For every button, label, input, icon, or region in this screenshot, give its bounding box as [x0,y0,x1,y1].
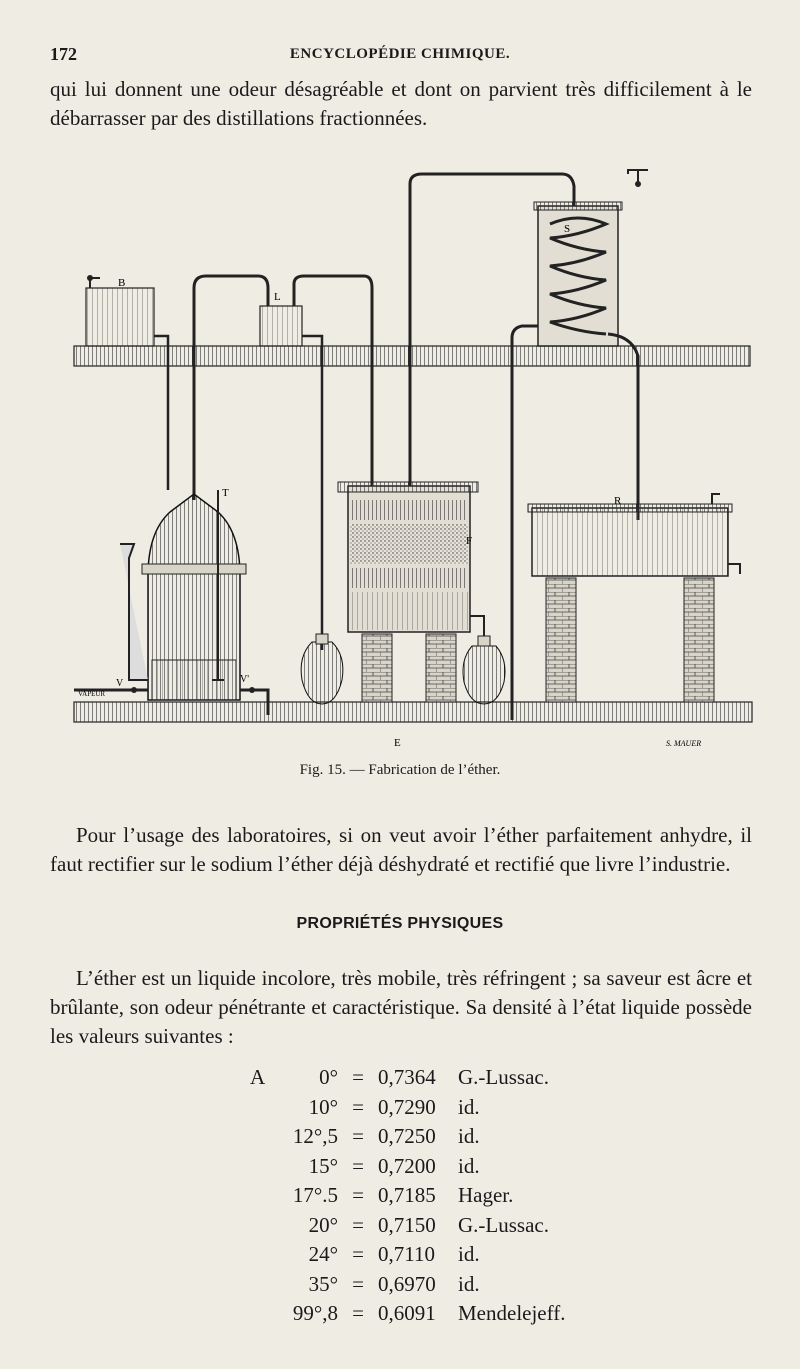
author: id. [458,1094,480,1119]
page-header [50,44,750,70]
author: id. [458,1271,480,1296]
paragraph-properties: L’éther est un liquide incolore, très mobile, très réfringent ; sa saveur est âcre et brûlante, son odeur pénétrante et caractéristique. Sa densité à l’état liquide possède les valeurs suivantes : [50,966,752,1048]
density-value: 0,7200 [378,1153,436,1178]
equals-sign: = [352,1094,364,1119]
author: G.-Lussac. [458,1065,549,1089]
brick-pillar [362,634,392,702]
label-b: B [118,277,126,289]
author: id. [458,1124,480,1148]
density-value: 0,7364 [378,1065,436,1089]
equals-sign: = [352,1124,364,1148]
equals-sign: = [352,1153,364,1178]
label-t: T [222,487,229,499]
temperature: 15° [308,1153,338,1178]
density-value: 0,7150 [378,1212,436,1237]
density-value: 0,7250 [378,1124,436,1148]
temperature: 99°,8 [292,1301,338,1325]
label-s: S [564,223,571,235]
temperature: 20° [308,1212,338,1237]
label-v: V [116,678,124,689]
equals-sign: = [352,1065,364,1089]
equals-sign: = [352,1301,364,1325]
label-f: F [466,535,473,547]
brick-pillar [684,578,714,702]
brick-pillar [426,634,456,702]
equals-sign: = [352,1271,364,1296]
apparatus-engraving [72,160,758,760]
running-head: ENCYCLOPÉDIE CHIMIQUE. [289,46,511,62]
temperature: 10° [308,1094,338,1119]
density-value: 0,6970 [378,1271,436,1296]
density-value: 0,7290 [378,1094,436,1119]
brick-pillar [546,578,576,702]
label-e: E [394,737,401,749]
temperature: 17°.5 [292,1183,338,1207]
temperature: 24° [308,1242,338,1266]
author: Hager. [458,1183,514,1207]
temperature: 35° [308,1271,338,1296]
tank-l [260,306,302,346]
equals-sign: = [352,1212,364,1237]
label-v-prime: V' [240,674,250,685]
temperature: 12°,5 [292,1124,338,1148]
equals-sign: = [352,1183,364,1207]
density-value: 0,6091 [378,1301,436,1325]
label-vapeur: VAPEUR [78,690,106,698]
author: G.-Lussac. [458,1212,549,1237]
equals-sign: = [352,1242,364,1266]
upper-shelf [74,346,750,366]
engraver-signature: S. MAUER [666,739,702,748]
page-number: 172 [50,44,77,64]
paragraph-intro: qui lui donnent une odeur désagréable et dont on parvient très difficilement à le débarrasser par des distillations fractionnées. [50,77,752,130]
reservoir-r [532,508,728,576]
tank-b [86,288,154,346]
figure-caption: Fig. 15. — Fabrication de l’éther. [299,762,501,778]
temperature: 0° [319,1065,338,1089]
receiving-jug [463,646,505,704]
density-value: 0,7110 [378,1242,435,1266]
floor-base [74,702,752,722]
receiving-jug [301,642,343,704]
density-value: 0,7185 [378,1183,436,1207]
author: id. [458,1242,480,1266]
row-prefix: A [250,1065,266,1089]
figure-ether-apparatus [72,160,758,760]
label-r: R [614,495,622,507]
author: Mendelejeff. [458,1301,566,1325]
paragraph-laboratory: Pour l’usage des laboratoires, si on veut avoir l’éther parfaitement anhydre, il faut rectifier sur le sodium l’éther déjà déshydraté et rectifié que livre l’industrie. [50,823,752,876]
section-title: PROPRIÉTÉS PHYSIQUES [296,915,504,932]
label-l: L [274,291,281,303]
author: id. [458,1153,480,1178]
